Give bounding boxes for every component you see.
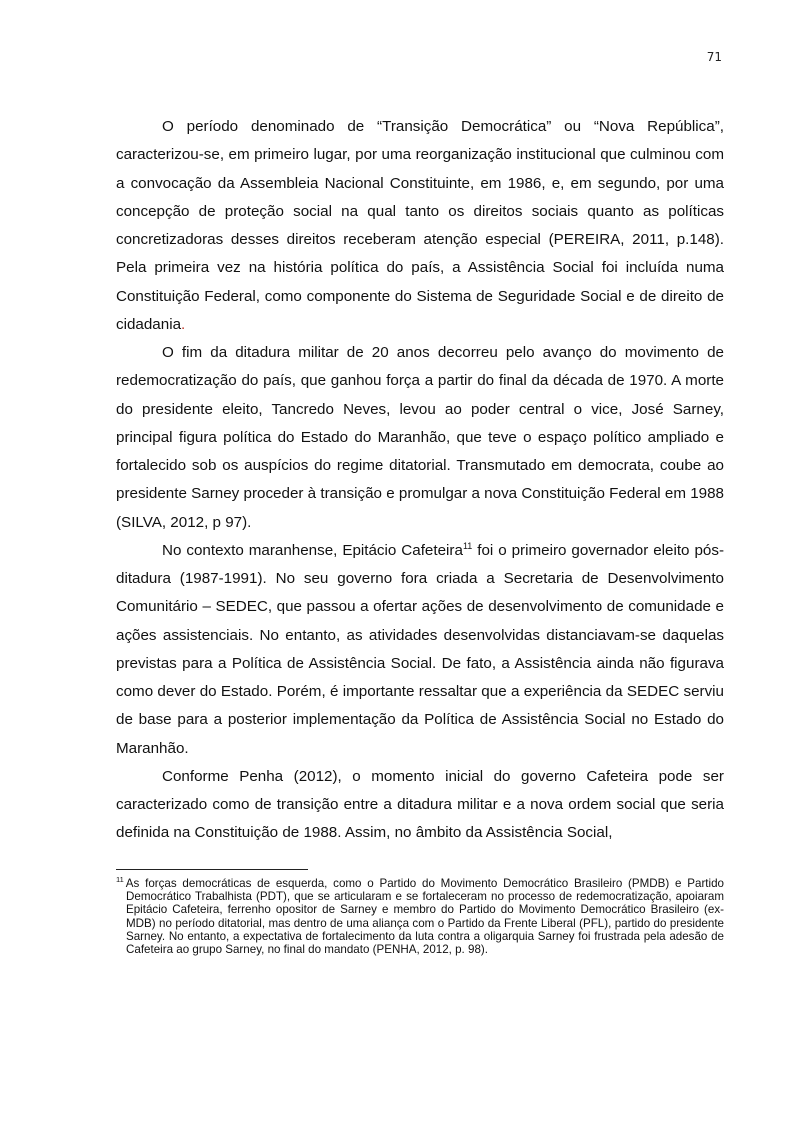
paragraph-2: O fim da ditadura militar de 20 anos decorreu pelo avanço do movimento de redemocratização do país, que ganhou força a partir do final da década de 1970. A morte do presidente eleito, Tancredo Neves, levou ao poder central o vice, José Sarney, principal figura política do Estado do Maranhão, que teve o espaço político ampliado e fortalecido sob os auspícios do regime ditatorial. Transmutado em democrata, coube ao presidente Sarney proceder à transição e promulgar a nova Constituição Federal em 1988 (SILVA, 2012, p 97). — [116, 344, 724, 531]
paragraph-3-text-after: foi o primeiro governador eleito pós-ditadura (1987-1991). No seu governo fora criada a Secretaria de Desenvolvimento Comunitário – SEDEC, que passou a ofertar ações de desenvolvimento de comunidade e ações assistenciais. No entanto, as atividades desenvolvidas distanciavam-se daquelas previstas para a Política de Assistência Social. De fato, a Assistência ainda não figurava como dever do Estado. Porém, é importante ressaltar que a experiência da SEDEC serviu de base para a posterior implementação da Política de Assistência Social no Estado do Maranhão. — [116, 541, 724, 757]
paragraph-1-end-mark: . — [181, 315, 186, 333]
paragraph-3 — [116, 537, 724, 763]
footnote — [116, 877, 724, 956]
paragraph-3-text-before: No contexto maranhense, Epitácio Cafeteira — [162, 541, 463, 559]
page-number: 71 — [706, 50, 722, 64]
footnote-text: As forças democráticas de esquerda, como o Partido do Movimento Democrático Brasileiro (PMDB) e Partido Democrático Trabalhista (PDT), que se articularam e se fortaleceram no processo de redemocratização, apoiaram Epitácio Cafeteira, ferrenho opositor de Sarney e membro do Partido do Movimento Democrático Brasileiro (ex-MDB) no período ditatorial, mas dentro de uma aliança com o Partido da Frente Liberal (PFL), partido do presidente Sarney. No entanto, a expectativa de fortalecimento da luta contra a oligarquia Sarney foi frustrada pela adesão de Cafeteira ao grupo Sarney, no final do mandato (PENHA, 2012, p. 98). — [125, 877, 724, 957]
body-text — [116, 113, 724, 848]
paragraph-1 — [116, 113, 724, 339]
footnote-marker: 11 — [116, 875, 124, 885]
footnote-reference[interactable]: 11 — [462, 540, 473, 551]
footnote-separator — [116, 869, 308, 870]
paragraph-4: Conforme Penha (2012), o momento inicial do governo Cafeteira pode ser caracterizado como de transição entre a ditadura militar e a nova ordem social que seria definida na Constituição de 1988. Assim, no âmbito da Assistência Social, — [116, 767, 724, 842]
paragraph-1-text: O período denominado de “Transição Democrática” ou “Nova República”, caracterizou-se, em primeiro lugar, por uma reorganização institucional que culminou com a convocação da Assembleia Nacional Constituinte, em 1986, e, em segundo, por uma concepção de proteção social na qual tanto os direitos sociais quanto as políticas concretizadoras desses direitos receberam atenção especial (PEREIRA, 2011, p.148). Pela primeira vez na história política do país, a Assistência Social foi incluída numa Constituição Federal, como componente do Sistema de Seguridade Social e de direito de cidadania — [116, 118, 724, 333]
